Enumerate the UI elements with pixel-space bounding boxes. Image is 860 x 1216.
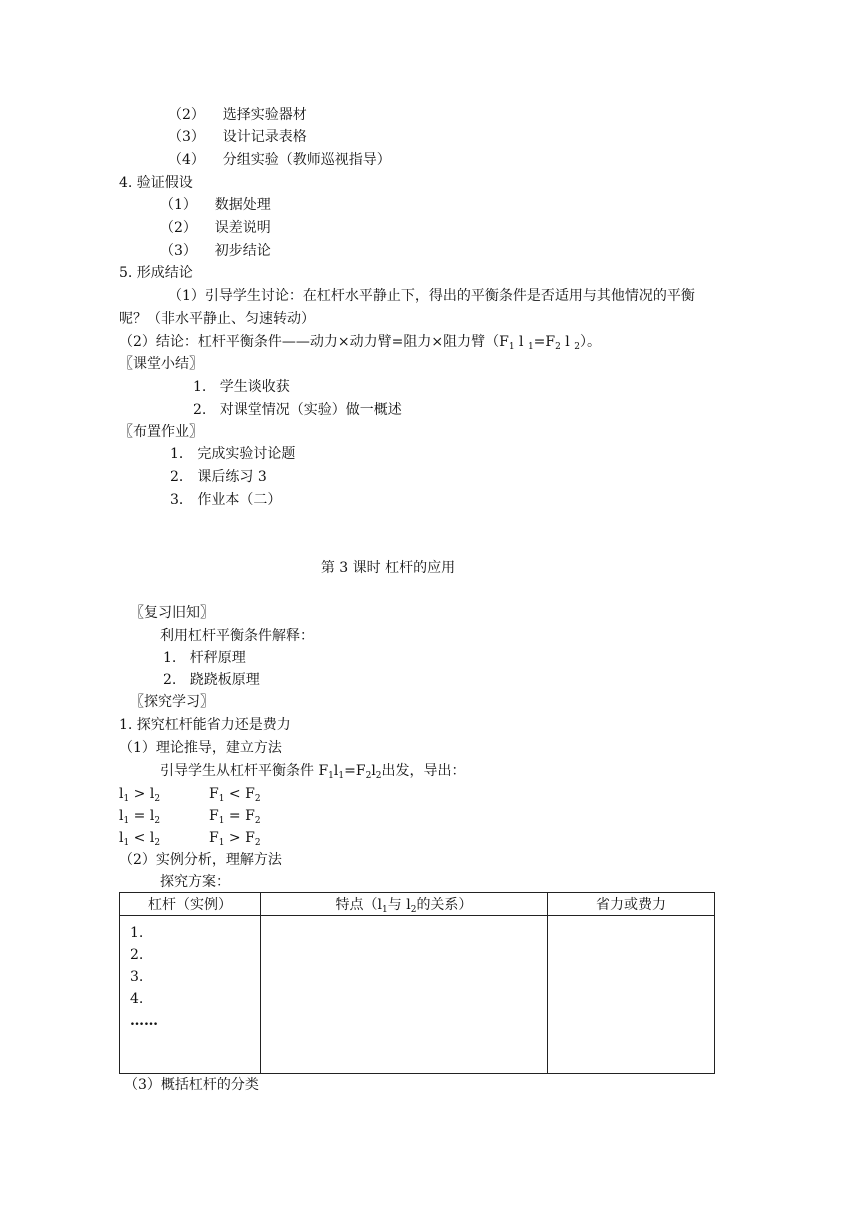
subscript: 1 — [527, 342, 534, 352]
homework-item — [170, 444, 295, 464]
relation-row — [119, 828, 160, 848]
subscript: 1 — [218, 816, 225, 826]
item-number: 2． — [170, 469, 193, 485]
subscript: 1 — [123, 838, 130, 848]
subscript: 2 — [254, 816, 261, 826]
section-explore-title: 〖探究学习〗 — [130, 694, 214, 710]
relation-text: l — [119, 786, 124, 802]
verify-item — [160, 218, 271, 238]
verify-item — [160, 195, 271, 215]
table-row — [120, 916, 715, 1074]
item-text: 作业本（二） — [197, 492, 282, 508]
subscript: 2 — [254, 794, 261, 804]
relation-text: F — [209, 786, 219, 802]
explore-part-2: （2）实例分析，理解方法 — [119, 852, 282, 868]
formula-text: l — [514, 334, 528, 350]
step-number: （3） — [168, 129, 205, 145]
relation-text: F — [209, 808, 219, 824]
relation-text: l — [119, 830, 124, 846]
lesson-title: 第 3 课时 杠杆的应用 — [320, 560, 456, 576]
relation-text: > F — [224, 830, 255, 846]
guide-text: l — [371, 763, 376, 779]
conclude-paragraph-2 — [119, 332, 601, 352]
subscript: 2 — [254, 838, 261, 848]
item-number: 1． — [170, 446, 193, 462]
section-summary-title: 〖课堂小结〗 — [119, 356, 203, 372]
relation-text: l — [119, 808, 124, 824]
header-text: 的关系） — [416, 897, 473, 913]
formula-text: ）。 — [579, 334, 601, 350]
subscript: 1 — [328, 771, 334, 781]
item-number: （2） — [160, 220, 197, 236]
review-intro: 利用杠杆平衡条件解释： — [160, 628, 314, 644]
list-item: 4. — [130, 991, 144, 1007]
relation-row — [119, 806, 160, 826]
conclude-paragraph-1b: 呢？（非水平静止、匀速转动） — [119, 311, 315, 327]
summary-item — [193, 377, 290, 397]
item-text: 跷跷板原理 — [189, 672, 260, 688]
subscript: 1 — [338, 771, 345, 781]
relation-result — [209, 806, 261, 826]
guide-text: 出发，导出： — [381, 763, 466, 779]
item-text: 数据处理 — [214, 197, 271, 213]
item-text: 误差说明 — [214, 220, 271, 236]
formula-text: =F — [533, 334, 556, 350]
step-text: 分组实验（教师巡视指导） — [222, 152, 391, 168]
header-text: 特点（l — [335, 897, 383, 913]
subscript: 2 — [375, 771, 382, 781]
subscript: 2 — [555, 342, 561, 352]
relation-text: < l — [129, 830, 155, 846]
examples-cell — [120, 916, 261, 1074]
subscript: 1 — [218, 838, 225, 848]
item-text: 完成实验讨论题 — [197, 446, 296, 462]
explore-part-3: （3）概括杠杆的分类 — [124, 1077, 259, 1093]
guide-text: 引导学生从杠杆平衡条件 F — [160, 763, 329, 779]
subscript: 2 — [410, 905, 417, 915]
subscript: 1 — [508, 342, 515, 352]
header-lever: 杠杆（实例） — [120, 893, 261, 916]
item-number: 1. — [193, 379, 207, 395]
header-force: 省力或费力 — [548, 893, 715, 916]
subscript: 1 — [123, 816, 130, 826]
conclude-paragraph-1a: （1）引导学生讨论：在杠杆水平静止下，得出的平衡条件是否适用与其他情况的平衡 — [168, 288, 695, 304]
section-homework-title: 〖布置作业〗 — [119, 424, 203, 440]
item-number: 2. — [163, 672, 177, 688]
relation-text: < F — [224, 786, 255, 802]
relation-text: = l — [129, 808, 155, 824]
step-4 — [168, 150, 391, 170]
explore-guide — [160, 761, 466, 781]
section-verify-title: 4. 验证假设 — [119, 175, 193, 191]
item-text: 学生谈收获 — [219, 379, 290, 395]
step-text: 设计记录表格 — [222, 129, 307, 145]
step-number: （2） — [168, 107, 205, 123]
item-number: 1. — [163, 650, 177, 666]
item-text: 初步结论 — [214, 243, 271, 259]
homework-item — [170, 490, 281, 510]
relation-result — [209, 828, 261, 848]
feature-cell — [261, 916, 548, 1074]
step-2 — [168, 105, 307, 125]
subscript: 1 — [123, 794, 130, 804]
verify-item — [160, 241, 271, 261]
subscript: 2 — [365, 771, 372, 781]
subscript: 2 — [154, 838, 161, 848]
section-review-title: 〖复习旧知〗 — [130, 605, 214, 621]
table-header-row — [120, 893, 715, 916]
review-item — [163, 670, 260, 690]
guide-text: =F — [344, 763, 366, 779]
review-item — [163, 648, 246, 668]
step-number: （4） — [168, 152, 205, 168]
formula-text: l — [560, 334, 575, 350]
section-conclude-title: 5. 形成结论 — [119, 265, 193, 281]
item-text: 对课堂情况（实验）做一概述 — [219, 402, 402, 418]
list-item: 1. — [130, 925, 144, 941]
item-text: 杆秤原理 — [189, 650, 246, 666]
item-number: （3） — [160, 243, 197, 259]
plan-table — [119, 892, 715, 1074]
list-item: 3. — [130, 969, 144, 985]
list-item: 2. — [130, 947, 144, 963]
step-3 — [168, 127, 307, 147]
subscript: 2 — [154, 816, 161, 826]
relation-text: F — [209, 830, 219, 846]
explore-question-1: 1. 探究杠杆能省力还是费力 — [119, 717, 291, 733]
explore-plan-label: 探究方案： — [160, 874, 230, 890]
item-number: （1） — [160, 197, 197, 213]
relation-row — [119, 784, 160, 804]
subscript: 1 — [382, 905, 388, 915]
guide-text: l — [333, 763, 339, 779]
summary-item — [193, 400, 402, 420]
subscript: 1 — [218, 794, 225, 804]
item-number: 3． — [170, 492, 193, 508]
subscript: 2 — [574, 342, 580, 352]
explore-part-1: （1）理论推导，建立方法 — [119, 740, 282, 756]
header-text: 与 l — [387, 897, 411, 913]
formula-text: （2）结论：杠杆平衡条件——动力×动力臂=阻力×阻力臂（F — [119, 334, 509, 350]
homework-item — [170, 467, 267, 487]
relation-result — [209, 784, 261, 804]
item-text: 课后练习 3 — [197, 469, 267, 485]
relation-text: = F — [224, 808, 255, 824]
step-text: 选择实验器材 — [222, 107, 307, 123]
relation-text: > l — [129, 786, 155, 802]
subscript: 2 — [154, 794, 161, 804]
force-cell — [548, 916, 715, 1074]
item-number: 2. — [193, 402, 207, 418]
list-item: …… — [130, 1013, 158, 1029]
header-feature — [261, 893, 548, 916]
